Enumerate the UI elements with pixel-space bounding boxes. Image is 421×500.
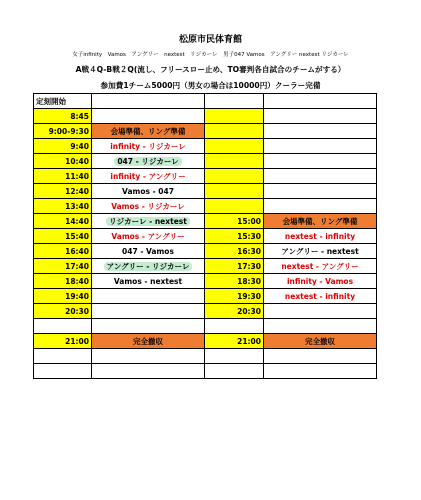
match-cell: nextest - infinity [264, 289, 377, 304]
table-row [34, 184, 377, 199]
table-row [34, 334, 377, 349]
time-cell: 10:40 [34, 154, 92, 169]
time-cell: 11:40 [34, 169, 92, 184]
time-cell: 21:00 [205, 334, 264, 349]
event-cell: 完全撤収 [92, 334, 205, 349]
match-cell [92, 304, 205, 319]
time-cell [205, 199, 264, 214]
match-cell [92, 109, 205, 124]
match-cell [264, 319, 377, 334]
match-label: リジカーレ - nextest [106, 217, 190, 226]
table-row [34, 349, 377, 364]
match-label: 047 - リジカーレ [114, 157, 181, 166]
match-cell [264, 349, 377, 364]
match-cell: nextest - infinity [264, 229, 377, 244]
match-cell [264, 139, 377, 154]
match-cell: nextest - アングリー [264, 259, 377, 274]
time-cell [205, 319, 264, 334]
table-row [34, 229, 377, 244]
table-row [34, 259, 377, 274]
time-cell: 16:30 [205, 244, 264, 259]
fee-line: 参加費1チーム5000円（男女の場合は10000円）クーラー完備 [100, 81, 321, 90]
match-cell [92, 259, 205, 274]
time-cell: 15:00 [205, 214, 264, 229]
time-cell: 18:40 [34, 274, 92, 289]
time-cell [205, 139, 264, 154]
table-row [34, 274, 377, 289]
time-cell: 17:30 [205, 259, 264, 274]
start-label: 定刻開始 [34, 94, 92, 109]
table-row [34, 214, 377, 229]
time-cell: 20:30 [205, 304, 264, 319]
teams-line: 女子infinity Vamos アングリー nextest リジカーレ 男子047 Vamos アングリー nextest リジカーレ [72, 52, 349, 58]
event-cell: 会場準備、リング準備 [92, 124, 205, 139]
time-cell [205, 184, 264, 199]
table-row [34, 109, 377, 124]
match-cell: infinity - Vamos [264, 274, 377, 289]
time-cell: 9:00-9:30 [34, 124, 92, 139]
match-cell [264, 154, 377, 169]
match-cell: アングリー - nextest [264, 244, 377, 259]
page-title: 松原市民体育館 [178, 35, 242, 45]
event-cell: 完全撤収 [264, 334, 377, 349]
table-row [34, 289, 377, 304]
match-cell: infinity - リジカーレ [92, 139, 205, 154]
match-cell [264, 364, 377, 379]
time-cell [34, 349, 92, 364]
match-cell [92, 364, 205, 379]
match-cell: 047 - Vamos [92, 244, 205, 259]
time-cell: 13:40 [34, 199, 92, 214]
match-cell [264, 169, 377, 184]
table-row [34, 154, 377, 169]
time-cell: 16:40 [34, 244, 92, 259]
match-cell [264, 109, 377, 124]
time-cell: 8:45 [34, 109, 92, 124]
match-cell: Vamos - リジカーレ [92, 199, 205, 214]
match-cell [92, 214, 205, 229]
time-cell: 12:40 [34, 184, 92, 199]
time-cell: 14:40 [34, 214, 92, 229]
time-cell: 9:40 [34, 139, 92, 154]
match-cell [264, 184, 377, 199]
time-cell: 19:30 [205, 289, 264, 304]
time-cell [205, 109, 264, 124]
time-cell: 21:00 [34, 334, 92, 349]
time-cell [205, 124, 264, 139]
table-row [34, 139, 377, 154]
event-cell: 会場準備、リング準備 [264, 214, 377, 229]
match-cell: Vamos - アングリー [92, 229, 205, 244]
match-cell [92, 349, 205, 364]
time-cell [34, 319, 92, 334]
time-cell: 15:40 [34, 229, 92, 244]
match-cell [264, 199, 377, 214]
match-cell [264, 124, 377, 139]
table-row [34, 169, 377, 184]
schedule-table [33, 93, 377, 379]
time-cell: 15:30 [205, 229, 264, 244]
time-cell [205, 349, 264, 364]
match-cell: infinity - アングリー [92, 169, 205, 184]
table-row [34, 319, 377, 334]
match-cell: Vamos - 047 [92, 184, 205, 199]
table-row [34, 199, 377, 214]
time-cell: 19:40 [34, 289, 92, 304]
time-cell [205, 169, 264, 184]
match-cell [92, 319, 205, 334]
match-cell [92, 289, 205, 304]
time-cell: 20:30 [34, 304, 92, 319]
table-row [34, 124, 377, 139]
time-cell [34, 364, 92, 379]
match-label: アングリー - リジカーレ [104, 262, 193, 271]
match-cell: Vamos - nextest [92, 274, 205, 289]
table-row [34, 244, 377, 259]
table-row [34, 364, 377, 379]
time-cell: 18:30 [205, 274, 264, 289]
rule-line: A戦４Q-B戦２Q(流し、フリースロー止め、TO審判各自試合のチームがする） [75, 65, 346, 74]
time-cell: 17:40 [34, 259, 92, 274]
table-row [34, 304, 377, 319]
table-header-row [34, 94, 377, 109]
match-cell [264, 304, 377, 319]
match-cell [92, 154, 205, 169]
time-cell [205, 364, 264, 379]
time-cell [205, 154, 264, 169]
